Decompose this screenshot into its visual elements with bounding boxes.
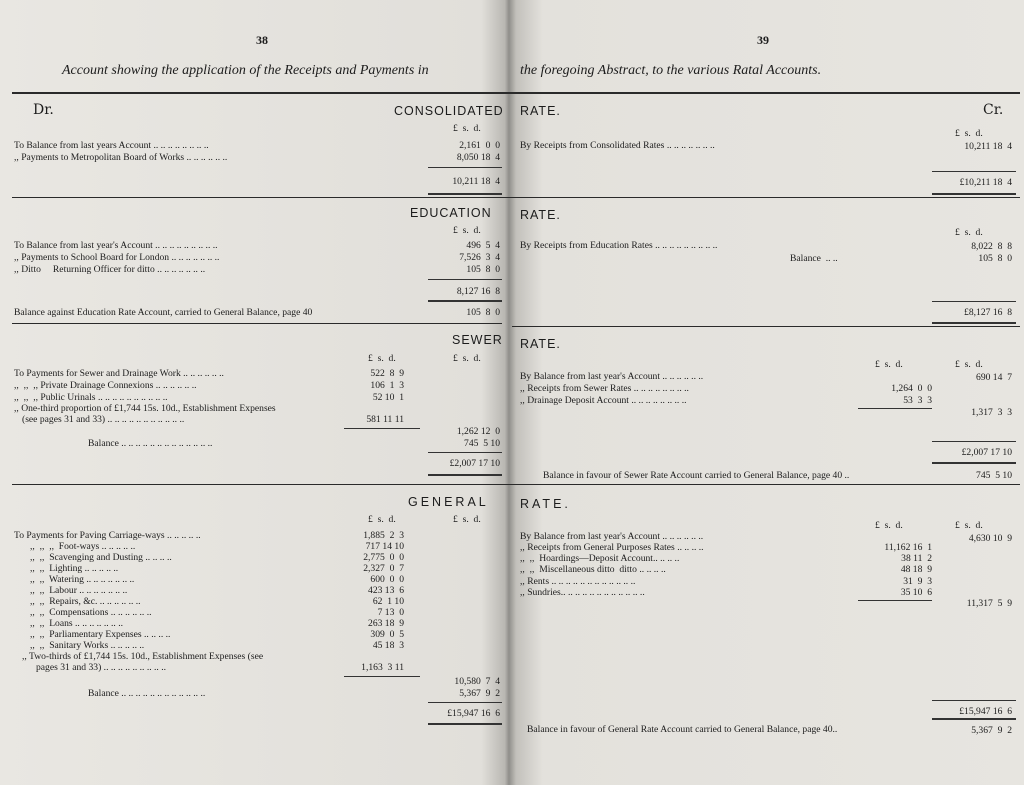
balance-against-amount: 105 8 0 <box>466 307 500 318</box>
ledger-label: ,, Drainage Deposit Account .. .. .. .. .. .. .. .. <box>520 395 687 406</box>
ledger-amount: 690 14 7 <box>976 372 1012 383</box>
ledger-label: By Receipts from Consolidated Rates .. .. .. .. .. .. .. <box>520 140 715 151</box>
general-debit-subtotal: 10,580 7 4 <box>454 676 500 687</box>
ledger-label: ,, ,, Repairs, &c. .. .. .. .. .. .. <box>30 596 141 607</box>
ledger-amount: 4,630 10 9 <box>968 533 1012 544</box>
ledger-amount: 105 8 0 <box>466 264 500 275</box>
ledger-amount: 31 9 3 <box>903 576 932 587</box>
ledger-amount: 48 18 9 <box>900 564 932 575</box>
ledger-amount: 522 8 9 <box>370 368 404 379</box>
ledger-label: ,, One-third proportion of £1,744 15s. 10d., Establishment Expenses <box>14 403 276 414</box>
ledger-label: ,, ,, ,, Foot-ways .. .. .. .. .. <box>30 541 136 552</box>
underline <box>428 167 502 168</box>
rule <box>12 323 502 324</box>
ledger-label: By Balance from last year's Account .. .. .. .. .. .. <box>520 531 704 542</box>
general-debit-total: £15,947 16 6 <box>447 708 500 719</box>
ledger-label: ,, ,, Hoardings—Deposit Account.. .. .. .. <box>520 553 680 564</box>
ledger-label: To Balance from last year's Account .. .. .. .. .. .. .. .. .. <box>14 240 218 251</box>
underline <box>428 474 502 476</box>
lsd-header: £ s. d. <box>955 227 983 238</box>
ledger-amount: 10,211 18 4 <box>964 141 1012 152</box>
ledger-label: By Receipts from Education Rates .. .. .. .. .. .. .. .. .. <box>520 240 718 251</box>
ledger-amount: 7,526 3 4 <box>459 252 500 263</box>
ledger-amount: 1,885 2 3 <box>363 530 404 541</box>
lsd-header: £ s. d. <box>955 359 983 370</box>
ledger-label: ,, Payments to Metropolitan Board of Works .. .. .. .. .. .. <box>14 152 228 163</box>
lsd-header: £ s. d. <box>453 514 481 525</box>
sewer-debit-subtotal: 1,262 12 0 <box>456 426 500 437</box>
ledger-amount: 581 11 11 <box>366 414 404 425</box>
ledger-amount: 52 10 1 <box>372 392 404 403</box>
ledger-label: ,, ,, Scavenging and Dusting .. .. .. .. <box>30 552 172 563</box>
ledger-label: ,, Two-thirds of £1,744 15s. 10d., Establishment Expenses (see <box>22 651 264 662</box>
ledger-label: ,, ,, ,, Public Urinals .. .. .. .. .. .. .. .. .. .. <box>14 392 168 403</box>
ledger-amount: 717 14 10 <box>365 541 404 552</box>
ledger-amount: 2,161 0 0 <box>459 140 500 151</box>
rule <box>12 484 1020 485</box>
ledger-label: ,, ,, Parliamentary Expenses .. .. .. .. <box>30 629 171 640</box>
lsd-header: £ s. d. <box>368 514 396 525</box>
ledger-label: To Payments for Sewer and Drainage Work .. .. .. .. .. .. <box>14 368 224 379</box>
sewer-debit-total: £2,007 17 10 <box>449 458 500 469</box>
rule <box>12 197 1020 198</box>
sewer-heading: SEWER <box>452 333 503 347</box>
ledger-label: Balance .. .. .. .. .. .. .. .. .. .. .. .. <box>88 688 206 699</box>
rate-word: RATE. <box>520 104 561 118</box>
underline <box>344 676 420 677</box>
ledger-label: By Balance from last year's Account .. .. .. .. .. .. <box>520 371 704 382</box>
lsd-header: £ s. d. <box>955 128 983 139</box>
ledger-label: ,, ,, Labour .. .. .. .. .. .. .. <box>30 585 128 596</box>
ledger-label: ,, ,, Compensations .. .. .. .. .. .. <box>30 607 152 618</box>
ledger-label: ,, Payments to School Board for London .. .. .. .. .. .. .. <box>14 252 220 263</box>
title-left: Account showing the application of the Receipts and Payments in <box>62 63 429 78</box>
ledger-amount: 1,163 3 11 <box>361 662 404 673</box>
underline <box>932 322 1016 324</box>
ledger-amount: 35 10 6 <box>900 587 932 598</box>
ledger-amount: 1,264 0 0 <box>891 383 932 394</box>
general-balance: 5,367 9 2 <box>459 688 500 699</box>
underline <box>428 452 502 453</box>
balance-in-favour-amount: 5,367 9 2 <box>971 725 1012 736</box>
ledger-label: pages 31 and 33) .. .. .. .. .. .. .. .. .. <box>36 662 167 673</box>
consolidated-debit-total: 10,211 18 4 <box>452 176 500 187</box>
ledger-amount: 105 8 0 <box>978 253 1012 264</box>
rule-top <box>12 92 1020 94</box>
underline <box>932 718 1016 720</box>
ledger-amount: 2,327 0 7 <box>363 563 404 574</box>
ledger-amount: 8,022 8 8 <box>971 241 1012 252</box>
rule <box>512 326 1020 327</box>
ledger-amount: 45 18 3 <box>372 640 404 651</box>
ledger-label: ,, Ditto Returning Officer for ditto .. .. .. .. .. .. .. <box>14 264 206 275</box>
rate-word: RATE. <box>520 337 561 351</box>
ledger-label: ,, Receipts from General Purposes Rates .. .. .. .. <box>520 542 704 553</box>
education-heading: EDUCATION <box>410 206 492 220</box>
ledger-amount: 2,775 0 0 <box>363 552 404 563</box>
underline <box>428 279 502 280</box>
underline <box>932 301 1016 302</box>
ledger-label: ,, ,, ,, Private Drainage Connexions .. .. .. .. .. .. <box>14 380 197 391</box>
underline <box>858 600 932 601</box>
lsd-header: £ s. d. <box>875 359 903 370</box>
ledger-label: ,, ,, Watering .. .. .. .. .. .. .. <box>30 574 135 585</box>
ledger-label: ,, Sundries.. .. .. .. .. .. .. .. .. .. .. .. <box>520 587 645 598</box>
lsd-header: £ s. d. <box>875 520 903 531</box>
ledger-amount: 423 13 6 <box>368 585 404 596</box>
ledger-amount: 309 0 5 <box>370 629 404 640</box>
underline <box>428 702 502 703</box>
underline <box>428 723 502 725</box>
ledger-label: ,, ,, Loans .. .. .. .. .. .. .. <box>30 618 124 629</box>
underline <box>932 441 1016 442</box>
lsd-header: £ s. d. <box>368 353 396 364</box>
ledger-amount: 600 0 0 <box>370 574 404 585</box>
ledger-amount: 11,162 16 1 <box>884 542 932 553</box>
sewer-credit-subtotal: 1,317 3 3 <box>971 407 1012 418</box>
underline <box>344 428 420 429</box>
ledger-label: To Balance from last years Account .. .. .. .. .. .. .. .. <box>14 140 209 151</box>
consolidated-heading: CONSOLIDATED <box>394 104 504 118</box>
lsd-header: £ s. d. <box>453 225 481 236</box>
ledger-label: To Payments for Paving Carriage-ways .. .. .. .. .. <box>14 530 201 541</box>
education-debit-total: 8,127 16 8 <box>456 286 500 297</box>
ledger-amount: 62 1 10 <box>372 596 404 607</box>
dr-label: Dr. <box>33 102 54 118</box>
ledger-label: ,, Rents .. .. .. .. .. .. .. .. .. .. .. .. <box>520 576 636 587</box>
sewer-balance: 745 5 10 <box>464 438 500 449</box>
page-number-left: 38 <box>256 33 268 47</box>
balance-in-favour-amount: 745 5 10 <box>976 470 1012 481</box>
lsd-header: £ s. d. <box>955 520 983 531</box>
title-right: the foregoing Abstract, to the various Ratal Accounts. <box>520 63 822 78</box>
rate-word: RATE. <box>520 497 571 511</box>
ledger-label: Balance .. .. .. .. .. .. .. .. .. .. .. .. .. <box>88 438 213 449</box>
underline <box>932 171 1016 172</box>
underline <box>932 462 1016 464</box>
rate-word: RATE. <box>520 208 561 222</box>
underline <box>932 193 1016 195</box>
underline <box>858 408 932 409</box>
lsd-header: £ s. d. <box>453 123 481 134</box>
ledger-label: ,, ,, Lighting .. .. .. .. .. <box>30 563 119 574</box>
ledger-label: Balance .. .. <box>790 253 838 264</box>
balance-in-favour-label: Balance in favour of Sewer Rate Account carried to General Balance, page 40 .. <box>543 470 850 481</box>
underline <box>932 700 1016 701</box>
ledger-amount: 106 1 3 <box>370 380 404 391</box>
general-credit-subtotal: 11,317 5 9 <box>966 598 1012 609</box>
ledger-amount: 53 3 3 <box>903 395 932 406</box>
education-credit-total: £8,127 16 8 <box>964 307 1012 318</box>
underline <box>428 193 502 195</box>
ledger-label: ,, ,, Miscellaneous ditto ditto .. .. .. .. <box>520 564 666 575</box>
ledger-amount: 496 5 4 <box>466 240 500 251</box>
ledger-label: ,, ,, Sanitary Works .. .. .. .. .. <box>30 640 145 651</box>
page-number-right: 39 <box>757 33 769 47</box>
general-heading: GENERAL <box>408 495 489 509</box>
ledger-amount: 263 18 9 <box>368 618 404 629</box>
ledger-label: ,, Receipts from Sewer Rates .. .. .. .. .. .. .. .. <box>520 383 689 394</box>
lsd-header: £ s. d. <box>453 353 481 364</box>
general-credit-total: £15,947 16 6 <box>959 706 1012 717</box>
balance-in-favour-label: Balance in favour of General Rate Account carried to General Balance, page 40.. <box>527 724 838 735</box>
ledger-amount: 38 11 2 <box>901 553 932 564</box>
underline <box>428 300 502 302</box>
cr-label: Cr. <box>983 102 1004 118</box>
consolidated-credit-total: £10,211 18 4 <box>959 177 1012 188</box>
ledger-amount: 7 13 0 <box>377 607 404 618</box>
ledger-amount: 8,050 18 4 <box>456 152 500 163</box>
ledger-label: (see pages 31 and 33) .. .. .. .. .. .. .. .. .. .. .. <box>22 414 185 425</box>
sewer-credit-total: £2,007 17 10 <box>961 447 1012 458</box>
balance-against-label: Balance against Education Rate Account, carried to General Balance, page 40 <box>14 307 313 318</box>
